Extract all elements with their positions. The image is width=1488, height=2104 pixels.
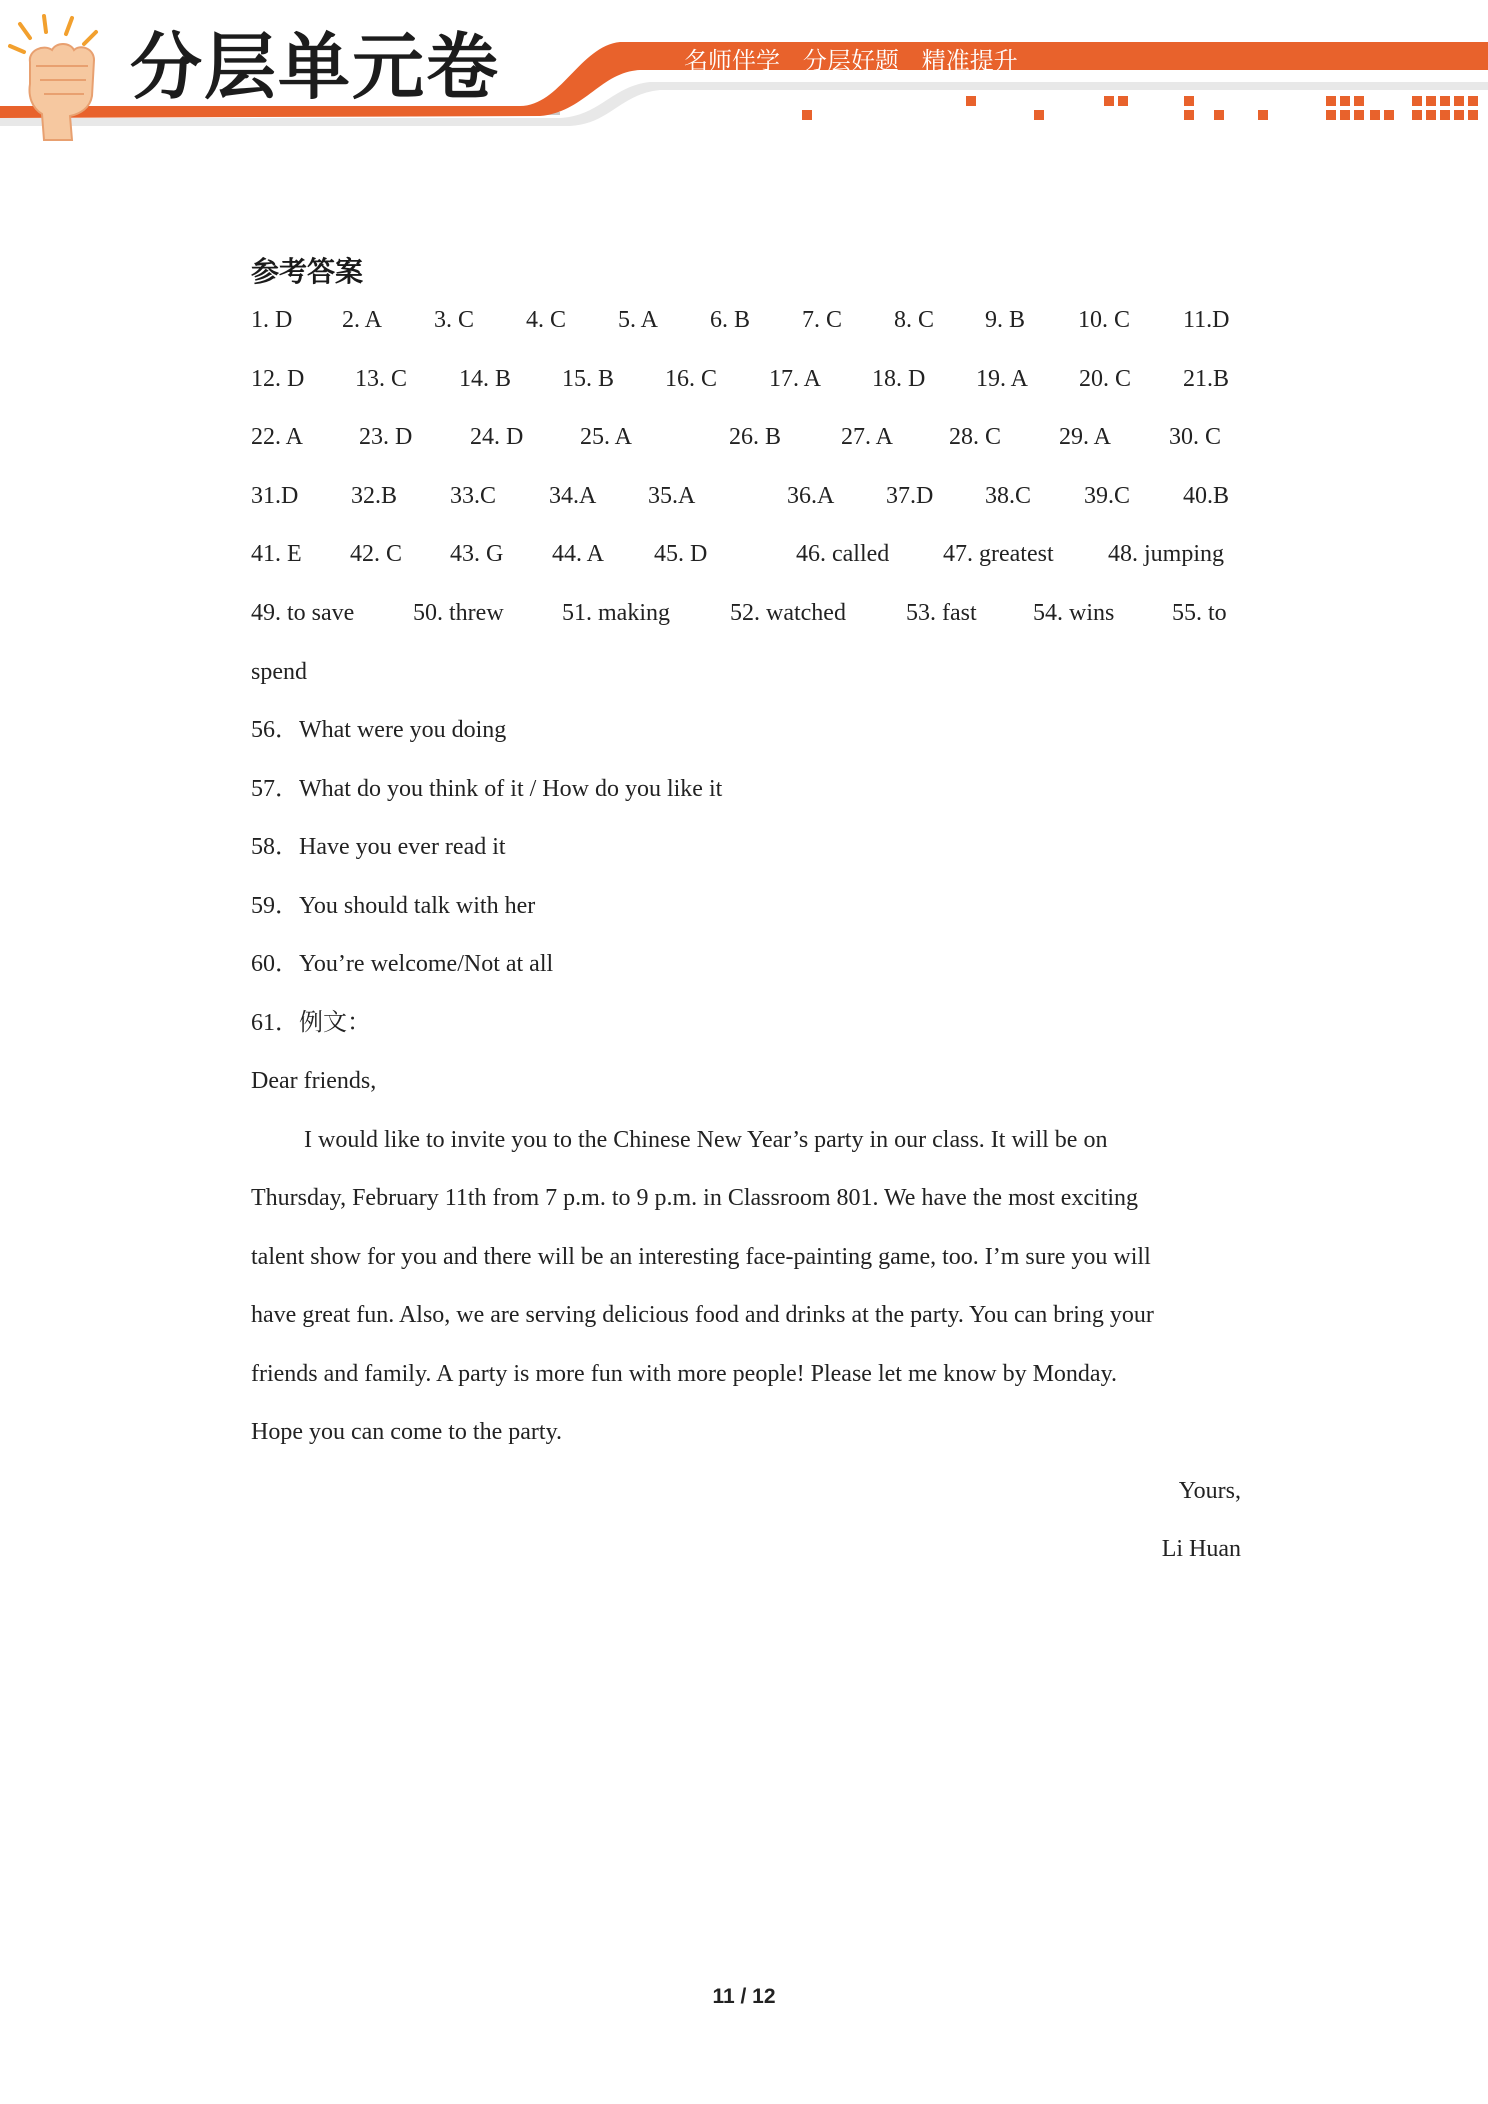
answer-item: 20. C (1079, 366, 1132, 392)
answer-item: 23. D (359, 424, 413, 450)
answer-item: 37.D (886, 483, 934, 509)
answer-item: 7. C (802, 307, 843, 333)
answer-item: 11.D (1183, 307, 1230, 333)
answer-item: 13. C (355, 366, 408, 392)
answer-item: 8. C (894, 307, 935, 333)
answer-item: 36.A (787, 483, 835, 509)
header-slogan: 名师伴学 分层好题 精准提升 (684, 47, 1018, 75)
answer-item: 32.B (351, 483, 398, 509)
answer-item: 45. D (654, 541, 708, 567)
answer-item: 50. threw (413, 600, 504, 626)
answer-item: 15. B (562, 366, 615, 392)
answer-line: 57．What do you think of it / How do you like it (251, 776, 723, 802)
answer-item: 12. D (251, 366, 305, 392)
answer-row (251, 593, 1241, 633)
answer-item: 27. A (841, 424, 894, 450)
answer-item: 43. G (450, 541, 504, 567)
letter-line: Thursday, February 11th from 7 p.m. to 9 p.m. in Classroom 801. We have the most exciting (251, 1185, 1139, 1211)
answer-item: 30. C (1169, 424, 1222, 450)
answer-item: 44. A (552, 541, 605, 567)
letter-signature: Li Huan (1161, 1536, 1241, 1562)
answer-item: 22. A (251, 424, 304, 450)
answer-item: 53. fast (906, 600, 977, 626)
fist-icon (0, 0, 120, 150)
answer-item: 16. C (665, 366, 718, 392)
letter-line: Hope you can come to the party. (251, 1419, 563, 1445)
answer-item: 38.C (985, 483, 1032, 509)
answer-item: 3. C (434, 307, 475, 333)
answer-item: 4. C (526, 307, 567, 333)
answer-item: 54. wins (1033, 600, 1115, 626)
answer-item: 35.A (648, 483, 696, 509)
letter-line: I would like to invite you to the Chinese New Year’s party in our class. It will be on (304, 1127, 1108, 1153)
letter-line: have great fun. Also, we are serving delicious food and drinks at the party. You can bring your (251, 1302, 1154, 1328)
answer-item: 55. to (1172, 600, 1227, 626)
answer-item: 26. B (729, 424, 782, 450)
answer-item: 47. greatest (943, 541, 1054, 567)
answer-item: 17. A (769, 366, 822, 392)
answer-item: 48. jumping (1108, 541, 1225, 567)
answer-item: 52. watched (730, 600, 846, 626)
answer-item: 2. A (342, 307, 383, 333)
page-header (0, 0, 1488, 150)
answer-item: 14. B (459, 366, 512, 392)
answer-item: 9. B (985, 307, 1026, 333)
answer-item: 28. C (949, 424, 1002, 450)
answer-heading: 参考答案 (251, 255, 364, 288)
answer-line: 59．You should talk with her (251, 893, 536, 919)
answer-item: 1. D (251, 307, 293, 333)
answer-item: 51. making (562, 600, 670, 626)
answer-continuation: spend (251, 659, 307, 685)
answer-item: 46. called (796, 541, 890, 567)
answer-item: 25. A (580, 424, 633, 450)
answer-item: 34.A (549, 483, 597, 509)
answer-item: 5. A (618, 307, 659, 333)
answer-line: 60．You’re welcome/Not at all (251, 951, 554, 977)
answer-row (251, 534, 1241, 574)
answer-item: 21.B (1183, 366, 1230, 392)
answer-item: 29. A (1059, 424, 1112, 450)
answer-row (251, 476, 1241, 516)
answer-row (251, 300, 1241, 340)
answer-item: 39.C (1084, 483, 1131, 509)
answer-line: 61．例文： (251, 1010, 371, 1036)
answer-item: 19. A (976, 366, 1029, 392)
answer-item: 24. D (470, 424, 524, 450)
brand-title: 分层单元卷 (130, 25, 501, 109)
answer-item: 31.D (251, 483, 299, 509)
answer-row (251, 359, 1241, 399)
answer-item: 33.C (450, 483, 497, 509)
answer-line: 58．Have you ever read it (251, 834, 506, 860)
letter-line: friends and family. A party is more fun with more people! Please let me know by Monday. (251, 1361, 1118, 1387)
letter-line: talent show for you and there will be an interesting face-painting game, too. I’m sure you will (251, 1244, 1151, 1270)
answer-item: 18. D (872, 366, 926, 392)
answer-item: 41. E (251, 541, 302, 567)
letter-closing: Yours, (1178, 1478, 1241, 1504)
answer-item: 10. C (1078, 307, 1131, 333)
answer-item: 40.B (1183, 483, 1230, 509)
answer-item: 42. C (350, 541, 403, 567)
answer-line: 56．What were you doing (251, 717, 507, 743)
page-number: 11 / 12 (712, 1985, 776, 2008)
answer-item: 49. to save (251, 600, 355, 626)
answer-item: 6. B (710, 307, 751, 333)
letter-greeting: Dear friends, (251, 1068, 377, 1094)
answer-row (251, 417, 1241, 457)
